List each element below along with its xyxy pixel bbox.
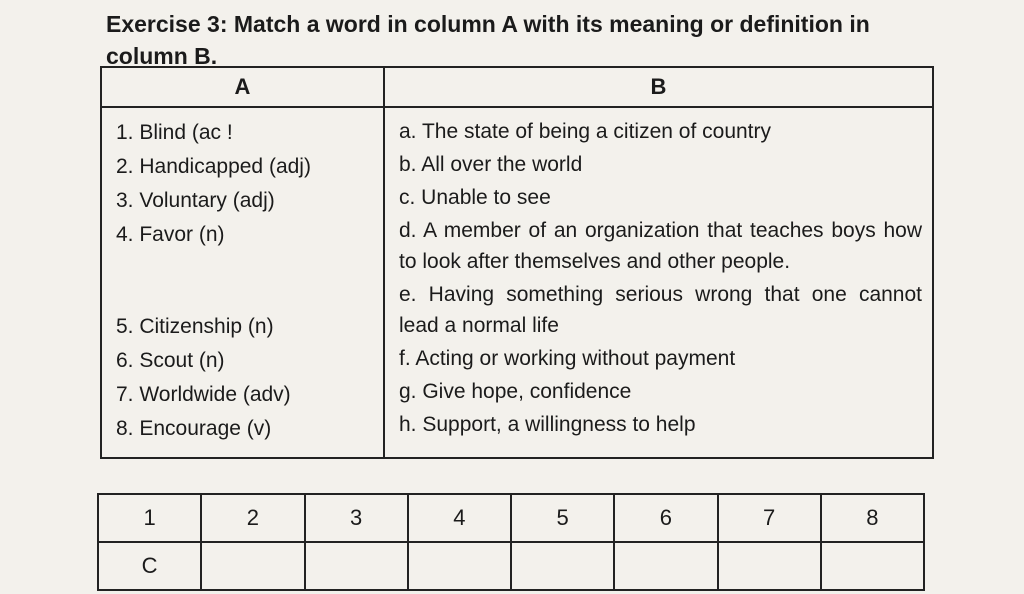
exercise-title: Exercise 3: Match a word in column A with its meaning or definition in column B. [106,11,870,69]
answer-letters-row [98,542,924,590]
column-a-header: A [101,67,384,107]
column-b-item: b. All over the world [399,153,583,176]
column-b-item: e. Having something serious wrong that one cannot lead a normal life [399,283,922,337]
answer-cell[interactable] [511,542,614,590]
answer-number: 7 [718,494,821,542]
answer-cell[interactable] [614,542,717,590]
column-b-item: d. A member of an organization that teaches boys how to look after themselves and other people. [399,219,922,273]
matching-table [100,66,934,459]
answer-cell[interactable] [821,542,924,590]
answer-cell[interactable] [718,542,821,590]
matching-table-body [101,107,933,458]
column-b-item: g. Give hope, confidence [399,380,632,403]
answer-number: 1 [98,494,201,542]
answer-numbers-row [98,494,924,542]
answer-cell[interactable] [305,542,408,590]
column-a-spacer [116,252,373,310]
answer-number: 3 [305,494,408,542]
column-b-cell [384,107,933,458]
column-a-item: 1. Blind (ac ! [116,121,233,144]
column-a-item: 4. Favor (n) [116,223,225,246]
column-a-item: 3. Voluntary (adj) [116,189,275,212]
answer-number: 2 [201,494,304,542]
answer-number: 8 [821,494,924,542]
answer-table [97,493,925,591]
answer-cell[interactable]: C [98,542,201,590]
matching-table-header [101,67,933,107]
column-b-item: h. Support, a willingness to help [399,413,696,436]
column-a-item: 2. Handicapped (adj) [116,155,311,178]
column-b-header: B [384,67,933,107]
column-a-item: 7. Worldwide (adv) [116,383,291,406]
column-a-item: 8. Encourage (v) [116,417,272,440]
column-a-cell [101,107,384,458]
answer-number: 5 [511,494,614,542]
answer-cell[interactable] [408,542,511,590]
column-b-item: f. Acting or working without payment [399,347,736,370]
answer-number: 4 [408,494,511,542]
column-a-item: 5. Citizenship (n) [116,315,274,338]
column-a-item: 6. Scout (n) [116,349,225,372]
column-b-item: a. The state of being a citizen of country [399,120,772,143]
column-b-item: c. Unable to see [399,186,551,209]
answer-number: 6 [614,494,717,542]
answer-cell[interactable] [201,542,304,590]
